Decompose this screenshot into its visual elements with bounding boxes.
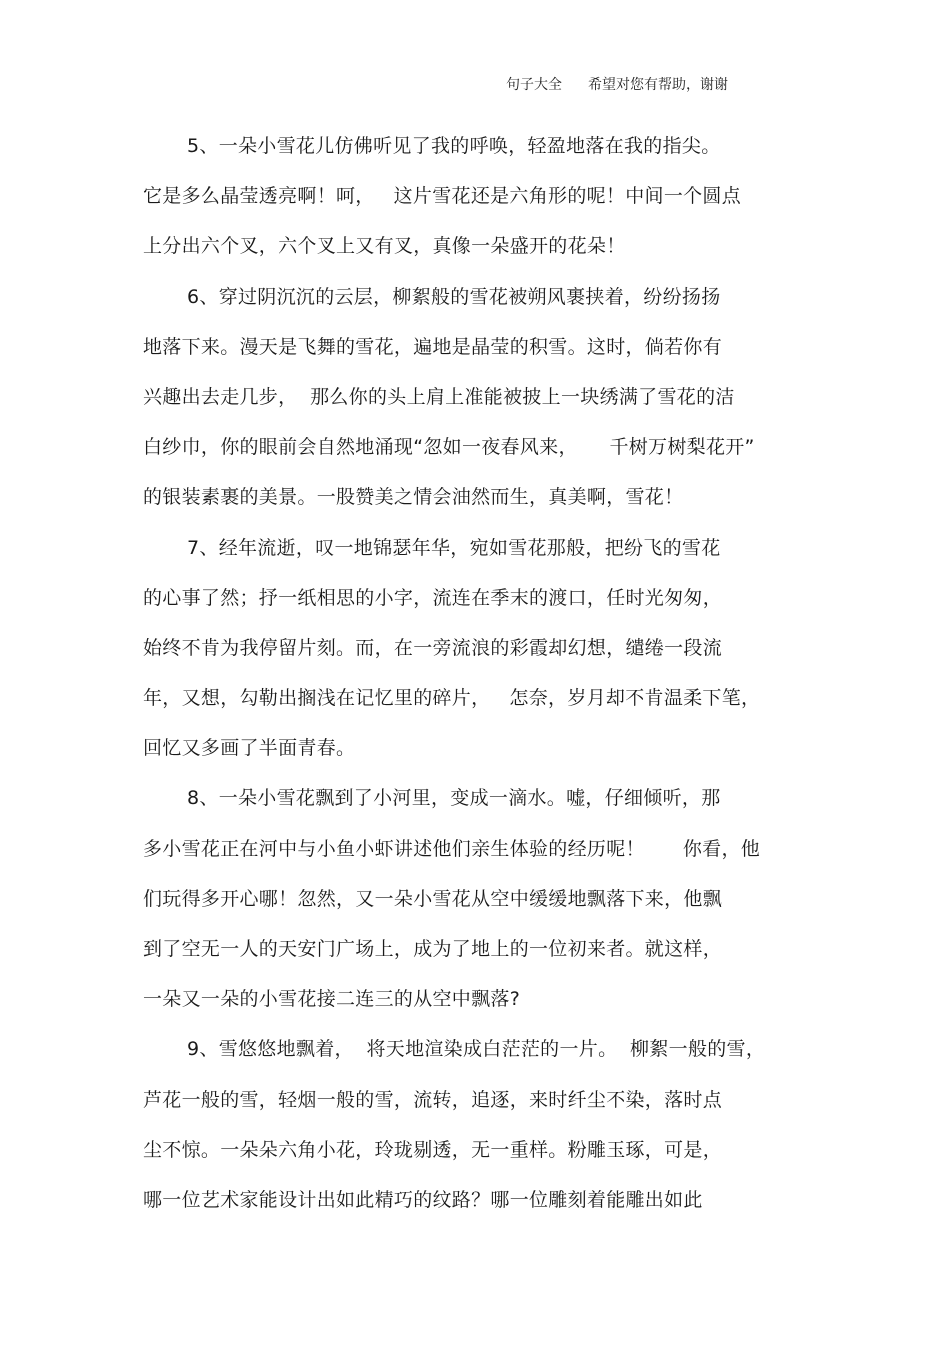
paragraph-line: 上分出六个叉，六个叉上又有叉，真像一朵盛开的花朵！ (143, 235, 626, 258)
paragraph-line: 兴趣出去走几步， 那么你的头上肩上准能被披上一块绣满了雪花的洁 (143, 385, 735, 408)
paragraph-line: 年，又想，勾勒出搁浅在记忆里的碎片， 怎奈，岁月却不肯温柔下笔， (143, 687, 761, 710)
paragraph-line: 哪一位艺术家能设计出如此精巧的纹路？哪一位雕刻着能雕出如此 (143, 1188, 703, 1211)
paragraph-line: 它是多么晶莹透亮啊！呵， 这片雪花还是六角形的呢！中间一个圆点 (143, 185, 742, 208)
paragraph-line: 尘不惊。一朵朵六角小花，玲珑剔透，无一重样。粉雕玉琢，可是， (143, 1138, 723, 1161)
document-body (143, 126, 823, 1230)
paragraph-line: 芦花一般的雪，轻烟一般的雪，流转，追逐，来时纤尘不染，落时点 (143, 1088, 723, 1111)
paragraph-line: 一朵又一朵的小雪花接二连三的从空中飘落? (143, 988, 521, 1011)
paragraph-line: 多小雪花正在河中与小鱼小虾讲述他们亲生体验的经历呢！ 你看，他 (143, 837, 761, 860)
page-header (506, 74, 728, 94)
paragraph-line: 的银装素裹的美景。一股赞美之情会油然而生，真美啊，雪花！ (143, 486, 684, 509)
paragraph-line: 8、一朵小雪花飘到了小河里，变成一滴水。嘘，仔细倾听，那 (187, 787, 721, 810)
paragraph-line: 的心事了然；抒一纸相思的小字，流连在季末的渡口，任时光匆匆， (143, 586, 723, 609)
paragraph-line: 5、一朵小雪花儿仿佛听见了我的呼唤，轻盈地落在我的指尖。 (187, 135, 721, 157)
paragraph-line: 们玩得多开心哪！忽然，又一朵小雪花从空中缓缓地飘落下来，他飘 (143, 887, 723, 910)
paragraph-line: 7、经年流逝，叹一地锦瑟年华，宛如雪花那般，把纷飞的雪花 (187, 536, 721, 559)
header-left-text: 句子大全 (506, 77, 562, 93)
paragraph-line: 9、雪悠悠地飘着， 将天地渲染成白茫茫的一片。 柳絮一般的雪， (187, 1038, 766, 1061)
paragraph-line: 到了空无一人的天安门广场上，成为了地上的一位初来者。就这样， (143, 938, 723, 960)
paragraph-line: 白纱巾，你的眼前会自然地涌现“忽如一夜春风来， 千树万树梨花开” (143, 436, 755, 459)
paragraph-line: 6、穿过阴沉沉的云层，柳絮般的雪花被朔风裹挟着，纷纷扬扬 (187, 285, 721, 308)
paragraph-line: 地落下来。漫天是飞舞的雪花，遍地是晶莹的积雪。这时，倘若你有 (143, 335, 723, 358)
paragraph-line: 回忆又多画了半面青春。 (143, 737, 356, 760)
paragraph-line: 始终不肯为我停留片刻。而，在一旁流浪的彩霞却幻想，缱绻一段流 (143, 636, 723, 659)
header-right-text: 希望对您有帮助，谢谢 (588, 77, 728, 93)
